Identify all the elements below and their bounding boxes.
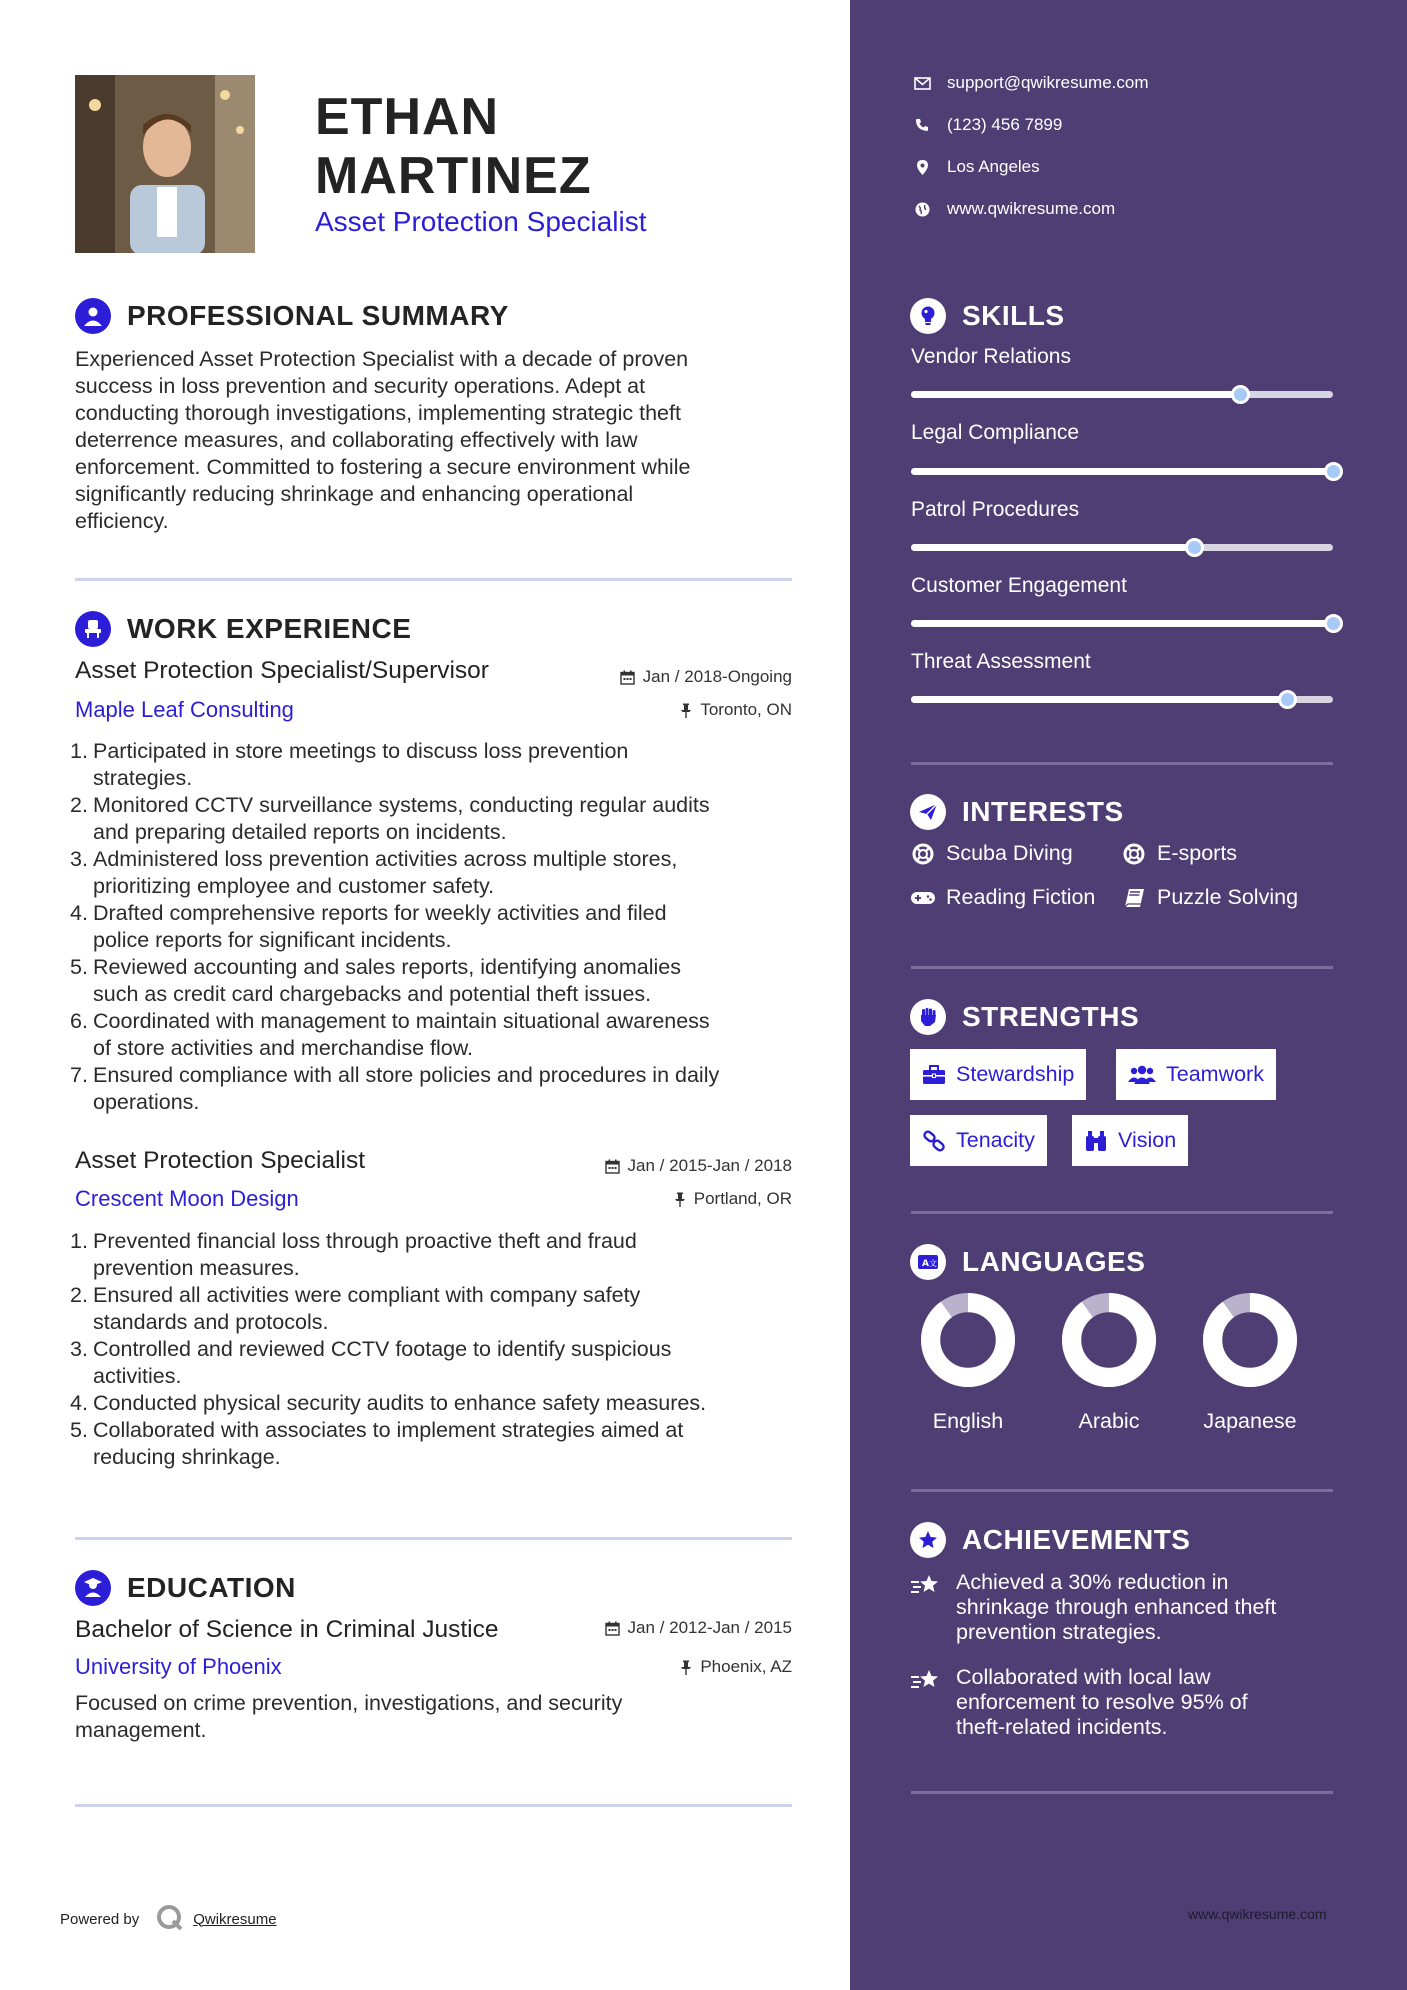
skill-fill: [911, 696, 1287, 703]
language-name: English: [932, 1409, 1004, 1433]
job-1-location: [680, 700, 792, 720]
contact-location: [912, 157, 1040, 177]
job-2-duties: [70, 1228, 800, 1471]
profile-photo: [75, 75, 255, 253]
skill-name: Threat Assessment: [911, 650, 1091, 673]
lifebuoy-icon: [1121, 843, 1147, 865]
language-donut: [1195, 1292, 1305, 1393]
skill-name: Patrol Procedures: [911, 498, 1080, 521]
list-item: 3. Administered loss prevention activities across multiple stores, prioritizing employee and customer safety.: [70, 847, 678, 898]
sidebar-divider: [911, 1211, 1333, 1214]
donut-inner-ring: [1082, 1313, 1136, 1367]
job-2-dates-text: Jan / 2015-Jan / 2018: [627, 1156, 792, 1175]
fist-icon: [910, 999, 946, 1035]
job-2-dates: [605, 1156, 792, 1176]
qwikresume-link[interactable]: Qwikresume: [193, 1910, 277, 1928]
strength-chip: [1072, 1115, 1188, 1166]
interests-heading: [910, 794, 1124, 830]
skills-heading: [910, 298, 1065, 334]
interest-item: [1121, 841, 1237, 866]
job-1-dates: [620, 667, 792, 687]
interest-item: [910, 841, 1073, 866]
summary-title: PROFESSIONAL SUMMARY: [127, 300, 509, 331]
qwikresume-logo-icon: [155, 1903, 185, 1935]
job-2-company: Crescent Moon Design: [75, 1186, 299, 1211]
list-item: 1. Participated in store meetings to discuss loss prevention strategies.: [70, 739, 629, 790]
language-donut-chart: [920, 1292, 1016, 1388]
language-icon: [910, 1244, 946, 1280]
strengths-title: STRENGTHS: [962, 1001, 1140, 1032]
summary-text: [75, 346, 795, 535]
binoculars-icon: [1084, 1130, 1108, 1152]
job-1-location-text: Toronto, ON: [700, 700, 792, 719]
job-2-location: [674, 1189, 792, 1209]
skill-knob: [1185, 538, 1204, 557]
location-text: Los Angeles: [947, 157, 1040, 176]
summary-line: deterrence measures, and collaborating effectively with law: [75, 428, 638, 452]
education-location: [680, 1657, 792, 1677]
sidebar-divider: [911, 1489, 1333, 1492]
contact-email[interactable]: [912, 73, 1149, 93]
interest-item: [910, 885, 1095, 910]
skills-title: SKILLS: [962, 300, 1065, 331]
job-1-dates-text: Jan / 2018-Ongoing: [642, 667, 792, 686]
education-location-text: Phoenix, AZ: [700, 1657, 792, 1676]
skill-knob: [1324, 462, 1343, 481]
contact-website[interactable]: [912, 199, 1115, 219]
pin-icon: [680, 703, 692, 718]
footer-powered-by: [60, 1903, 277, 1935]
language-name: Arabic: [1078, 1409, 1140, 1433]
skill-knob: [1231, 385, 1250, 404]
users-icon: [1128, 1065, 1156, 1085]
donut-inner-ring: [941, 1313, 995, 1367]
job-1-title: Asset Protection Specialist/Supervisor: [75, 657, 489, 684]
book-icon: [1121, 888, 1147, 908]
education-line: Focused on crime prevention, investigations, and security: [75, 1691, 623, 1715]
experience-heading: [75, 611, 411, 647]
job-2-location-text: Portland, OR: [693, 1189, 792, 1208]
degree: Bachelor of Science in Criminal Justice: [75, 1616, 499, 1643]
achievement-line: Collaborated with local law: [956, 1665, 1211, 1689]
skill-bar: [911, 468, 1333, 475]
strength-chip: [910, 1115, 1047, 1166]
achievements-heading: [910, 1522, 1190, 1558]
footer-site[interactable]: www.qwikresume.com: [1188, 1906, 1327, 1922]
chair-icon: [75, 611, 111, 647]
website-text: www.qwikresume.com: [947, 199, 1116, 218]
phone-icon: [912, 118, 932, 132]
interest-label: E-sports: [1157, 841, 1238, 865]
gamepad-icon: [910, 890, 936, 906]
achievements-title: ACHIEVEMENTS: [962, 1524, 1191, 1555]
achievement-line: theft-related incidents.: [956, 1715, 1168, 1739]
list-item: 2. Ensured all activities were compliant with company safety standards and protocols.: [70, 1283, 641, 1334]
svg-text:A: A: [922, 1259, 929, 1269]
phone-text: (123) 456 7899: [947, 115, 1063, 134]
summary-line: Experienced Asset Protection Specialist with a decade of proven: [75, 347, 689, 371]
summary-heading: [75, 298, 509, 334]
skill-bar: [911, 696, 1333, 703]
language-donut-chart: [1061, 1292, 1157, 1388]
strength-label: Tenacity: [956, 1128, 1035, 1152]
contact-phone[interactable]: [912, 115, 1062, 135]
list-item: 2. Monitored CCTV surveillance systems, conducting regular audits and preparing detailed reports on incidents.: [70, 793, 710, 844]
skill-fill: [911, 391, 1240, 398]
lifebuoy-icon: [910, 843, 936, 865]
languages-heading: [910, 1244, 1145, 1280]
donut-inner-ring: [1223, 1313, 1277, 1367]
education-line: management.: [75, 1718, 207, 1742]
job-2-title: Asset Protection Specialist: [75, 1147, 366, 1174]
pin-icon: [680, 1660, 692, 1675]
education-title: EDUCATION: [127, 1572, 296, 1603]
skill-fill: [911, 544, 1194, 551]
strength-chip: [1116, 1049, 1276, 1100]
list-item: 4. Drafted comprehensive reports for weekly activities and filed police reports for significant incidents.: [70, 901, 667, 952]
briefcase-icon: [922, 1065, 946, 1085]
interest-label: Puzzle Solving: [1157, 885, 1299, 909]
shooting-star-icon: [910, 1665, 944, 1740]
sidebar: [850, 0, 1407, 1990]
shooting-star-icon: [910, 1570, 944, 1645]
education-dates-text: Jan / 2012-Jan / 2015: [627, 1618, 792, 1637]
language-donut-chart: [1202, 1292, 1298, 1388]
skill-bar: [911, 544, 1333, 551]
school: University of Phoenix: [75, 1654, 282, 1679]
sidebar-divider: [911, 762, 1333, 765]
strength-chip: [910, 1049, 1086, 1100]
language-name: Japanese: [1203, 1409, 1297, 1433]
job-title: Asset Protection Specialist: [315, 206, 647, 237]
summary-line: conducting thorough investigations, implementing strategic theft: [75, 401, 681, 425]
language-donut: [1054, 1292, 1164, 1393]
achievement-line: enforcement to resolve 95% of: [956, 1690, 1248, 1714]
skill-bar: [911, 391, 1333, 398]
skill-name: Vendor Relations: [911, 345, 1071, 368]
interest-label: Reading Fiction: [946, 885, 1096, 909]
strength-label: Vision: [1118, 1128, 1177, 1152]
job-1-duties: [70, 738, 800, 1116]
language-donut: [913, 1292, 1023, 1393]
achievement-item: [910, 1570, 1330, 1645]
interest-label: Scuba Diving: [946, 841, 1073, 865]
summary-line: efficiency.: [75, 509, 169, 533]
donut-fill: [931, 1303, 1005, 1377]
first-name: ETHAN: [315, 88, 500, 146]
skill-name: Legal Compliance: [911, 421, 1080, 444]
sidebar-divider: [911, 966, 1333, 969]
skill-fill: [911, 620, 1333, 627]
interests-title: INTERESTS: [962, 796, 1124, 827]
strengths-heading: [910, 999, 1139, 1035]
full-name: [315, 88, 592, 206]
calendar-icon: [620, 670, 635, 685]
envelope-icon: [912, 77, 932, 90]
skill-name: Customer Engagement: [911, 574, 1127, 597]
user-icon: [75, 298, 111, 334]
job-1-company: Maple Leaf Consulting: [75, 697, 294, 722]
star-badge-icon: [910, 1522, 946, 1558]
list-item: 4. Conducted physical security audits to enhance safety measures.: [70, 1391, 707, 1415]
strength-label: Stewardship: [956, 1062, 1075, 1086]
summary-line: significantly reducing shrinkage and enhancing operational: [75, 482, 634, 506]
map-marker-icon: [912, 160, 932, 175]
powered-by-text: Powered by: [60, 1910, 140, 1928]
interest-item: [1121, 885, 1298, 910]
list-item: 6. Coordinated with management to maintain situational awareness of store activities and merchandise flow.: [70, 1009, 710, 1060]
svg-text:文: 文: [929, 1259, 937, 1268]
skill-fill: [911, 468, 1333, 475]
sidebar-divider: [911, 1791, 1333, 1794]
achievement-line: shrinkage through enhanced theft: [956, 1595, 1277, 1619]
achievement-line: prevention strategies.: [956, 1620, 1162, 1644]
calendar-icon: [605, 1621, 620, 1636]
link-icon: [922, 1130, 946, 1152]
email-text: support@qwikresume.com: [947, 73, 1149, 92]
donut-fill: [1213, 1303, 1287, 1377]
experience-title: WORK EXPERIENCE: [127, 613, 412, 644]
list-item: 5. Collaborated with associates to implement strategies aimed at reducing shrinkage.: [70, 1418, 684, 1469]
summary-line: enforcement. Committed to fostering a secure environment while: [75, 455, 691, 479]
list-item: 1. Prevented financial loss through proactive theft and fraud prevention measures.: [70, 1229, 637, 1280]
globe-icon: [912, 202, 932, 217]
skill-knob: [1278, 690, 1297, 709]
pin-icon: [674, 1192, 686, 1207]
skill-knob: [1324, 614, 1343, 633]
section-divider: [75, 578, 792, 581]
skill-bar: [911, 620, 1333, 627]
education-description: [75, 1690, 795, 1744]
list-item: 5. Reviewed accounting and sales reports, identifying anomalies such as credit card chargebacks and potential theft issues.: [70, 955, 682, 1006]
calendar-icon: [605, 1159, 620, 1174]
section-divider: [75, 1804, 792, 1807]
education-dates: [605, 1618, 792, 1638]
education-heading: [75, 1570, 296, 1606]
strength-label: Teamwork: [1166, 1062, 1264, 1086]
donut-fill: [1072, 1303, 1146, 1377]
lightbulb-icon: [910, 298, 946, 334]
languages-title: LANGUAGES: [962, 1246, 1146, 1277]
list-item: 3. Controlled and reviewed CCTV footage to identify suspicious activities.: [70, 1337, 672, 1388]
list-item: 7. Ensured compliance with all store policies and procedures in daily operations.: [70, 1063, 720, 1114]
summary-line: success in loss prevention and security operations. Adept at: [75, 374, 646, 398]
achievement-line: Achieved a 30% reduction in: [956, 1570, 1229, 1594]
achievement-item: [910, 1665, 1330, 1740]
graduate-icon: [75, 1570, 111, 1606]
last-name: MARTINEZ: [315, 147, 592, 205]
paper-plane-icon: [910, 794, 946, 830]
section-divider: [75, 1537, 792, 1540]
